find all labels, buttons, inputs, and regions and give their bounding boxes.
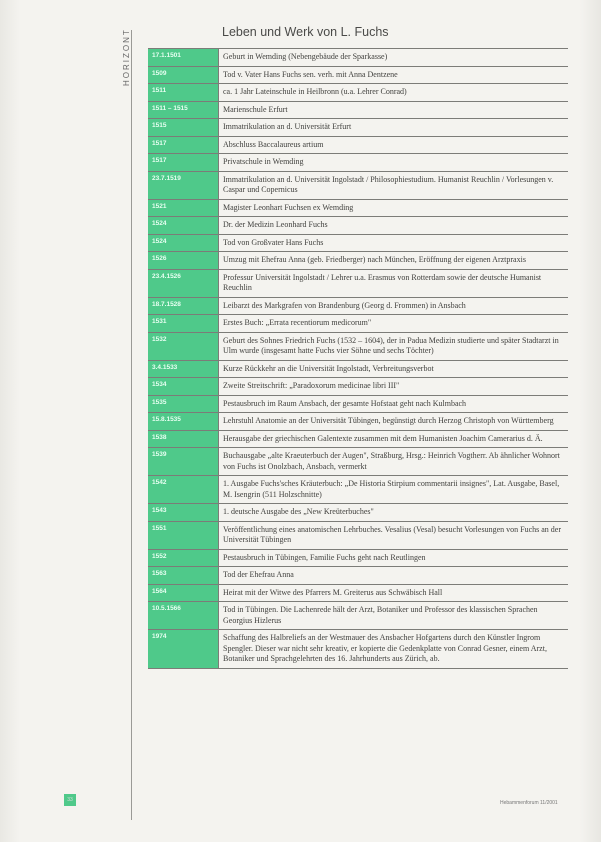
timeline-year: 1539 [148,448,219,475]
timeline-row [148,84,568,102]
timeline-text: Buchausgabe „alte Kraeuterbuch der Augen", Straßburg, Hrsg.: Heinrich Vogtherr. Ab ähnlicher Wohnort von Fuchs ist Onolzbach, Ansbach, vermerkt [223,451,560,471]
timeline-text: Abschluss Baccalaureus artium [223,139,324,149]
timeline-text: Geburt des Sohnes Friedrich Fuchs (1532 – 1604), der in Padua Medizin studierte und später Stadtarzt in Ulm wurde (insgesamt hatte Fuchs vier Söhne und sechs Töchter) [223,335,559,355]
timeline-row [148,522,568,550]
timeline-text: Erstes Buch: „Errata recentiorum medicorum" [223,318,372,327]
timeline-row [148,67,568,85]
timeline-row [148,270,568,298]
timeline-year: 1532 [148,333,219,360]
timeline-row [148,448,568,476]
timeline-year: 1535 [148,396,219,413]
side-label: HORIZONT [122,28,131,86]
timeline-row [148,396,568,414]
timeline-text: Magister Leonhart Fuchsen ex Wemding [223,202,354,212]
timeline-row [148,298,568,316]
margin-rule [131,30,132,820]
timeline-text: Immatrikulation an d. Universität Erfurt [223,122,352,131]
timeline-text: Marienschule Erfurt [223,104,288,114]
timeline-row [148,361,568,379]
timeline-row [148,217,568,235]
timeline-year: 1521 [148,200,219,217]
timeline-row [148,378,568,396]
timeline-row [148,315,568,333]
timeline-text: Leibarzt des Markgrafen von Brandenburg (Georg d. Frommen) in Ansbach [223,300,466,310]
timeline-year: 1538 [148,431,219,448]
timeline-year: 1564 [148,585,219,602]
timeline-year: 1531 [148,315,219,332]
timeline-year: 1511 [148,84,219,101]
timeline-year: 1511 – 1515 [148,102,219,119]
timeline-row [148,48,568,67]
timeline-year: 1974 [148,630,219,668]
timeline-row [148,567,568,585]
timeline-year: 1551 [148,522,219,549]
timeline-year: 1563 [148,567,219,584]
timeline-row [148,102,568,120]
timeline-row [148,630,568,669]
timeline-year: 1524 [148,217,219,234]
timeline-text: Schaffung des Halbreliefs an der Westmauer des Ansbacher Hofgartens durch den Künstler Ingrom Spengler. Dieser war nicht sehr kreativ, er kopierte die Gedenkplatte von Conrad Gesner, einem Arzt, Botaniker und Sprachgelehrten des 16. Jahrhunderts aus Zürich, ab. [223,633,547,663]
timeline-text: Pestausbruch in Tübingen, Familie Fuchs geht nach Reutlingen [223,552,426,562]
timeline-year: 1509 [148,67,219,84]
timeline-text: 1. Ausgabe Fuchs'sches Kräuterbuch: „De Historia Stirpium commentarii insignes", Lat. Ausgabe, Basel, M. Isengrin (511 Holzschnitte) [223,479,560,499]
timeline-year: 17.1.1501 [148,49,219,66]
footer-journal: Hebammenforum 11/2001 [500,800,558,806]
timeline-text: Veröffentlichung eines anatomischen Lehrbuches. Vesalius (Vesal) besucht Vorlesungen von Fuchs an der Universität Tübingen [223,524,561,544]
timeline-text: Privatschule in Wemding [223,157,304,166]
timeline-text: Pestausbruch im Raum Ansbach, der gesamte Hofstaat geht nach Kulmbach [223,398,467,408]
timeline-row [148,200,568,218]
timeline-row [148,154,568,172]
timeline-year: 23.7.1519 [148,172,219,199]
timeline-year: 1515 [148,119,219,136]
timeline-row [148,585,568,603]
timeline-year: 15.8.1535 [148,413,219,430]
timeline-row [148,550,568,568]
timeline-year: 10.5.1566 [148,602,219,629]
timeline-row [148,602,568,630]
timeline-text: Lehrstuhl Anatomie an der Universität Tübingen, begünstigt durch Herzog Christoph von Württemberg [223,416,554,425]
timeline-text: Tod v. Vater Hans Fuchs sen. verh. mit Anna Dentzene [223,69,398,79]
timeline-year: 18.7.1528 [148,298,219,315]
timeline-text: Geburt in Wemding (Nebengebäude der Sparkasse) [223,52,388,61]
timeline-row [148,252,568,270]
timeline-text: Herausgabe der griechischen Galentexte zusammen mit dem Humanisten Joachim Camerarius d. Ä. [223,433,543,443]
timeline-row [148,235,568,253]
timeline-year: 1542 [148,476,219,503]
timeline-year: 1517 [148,154,219,171]
timeline-year: 3.4.1533 [148,361,219,378]
timeline-row [148,431,568,449]
timeline-row [148,504,568,522]
timeline-row [148,413,568,431]
timeline-year: 23.4.1526 [148,270,219,297]
timeline-row [148,119,568,137]
timeline-text: Zweite Streitschrift: „Paradoxorum medicinae libri III" [223,381,400,390]
timeline-year: 1517 [148,137,219,154]
timeline-text: Heirat mit der Witwe des Pfarrers M. Greiterus aus Schwäbisch Hall [223,587,443,597]
timeline-table [148,48,568,669]
timeline-text: Tod in Tübingen. Die Lachenrede hält der Arzt, Botaniker und Professor des klassischen Sprachen Georgius Hizlerus [223,605,538,625]
timeline-year: 1552 [148,550,219,567]
page-number: 33 [64,794,76,806]
timeline-year: 1543 [148,504,219,521]
timeline-text: 1. deutsche Ausgabe des „New Kreüterbuches" [223,507,374,516]
timeline-text: Tod der Ehefrau Anna [223,570,294,579]
timeline-row [148,137,568,155]
timeline-row [148,172,568,200]
timeline-text: Kurze Rückkehr an die Universität Ingolstadt, Verbreitungsverbot [223,363,434,373]
timeline-text: Immatrikulation an d. Universität Ingolstadt / Philosophiestudium. Humanist Reuchlin / Vorlesungen v. Caspar und Copernicus [223,174,554,194]
timeline-text: Professur Universität Ingolstadt / Lehrer u.a. Erasmus von Rotterdam sowie der deutsche Humanist Reuchlin [223,272,542,292]
timeline-text: Umzug mit Ehefrau Anna (geb. Friedberger) nach München, Eröffnung der eigenen Arztpraxis [223,255,526,264]
timeline-text: Dr. der Medizin Leonhard Fuchs [223,220,328,229]
timeline-year: 1534 [148,378,219,395]
timeline-row [148,333,568,361]
page-title: Leben und Werk von L. Fuchs [222,25,389,39]
timeline-row [148,476,568,504]
timeline-year: 1526 [148,252,219,269]
timeline-text: Tod von Großvater Hans Fuchs [223,237,324,247]
timeline-year: 1524 [148,235,219,252]
timeline-text: ca. 1 Jahr Lateinschule in Heilbronn (u.a. Lehrer Conrad) [223,87,407,96]
